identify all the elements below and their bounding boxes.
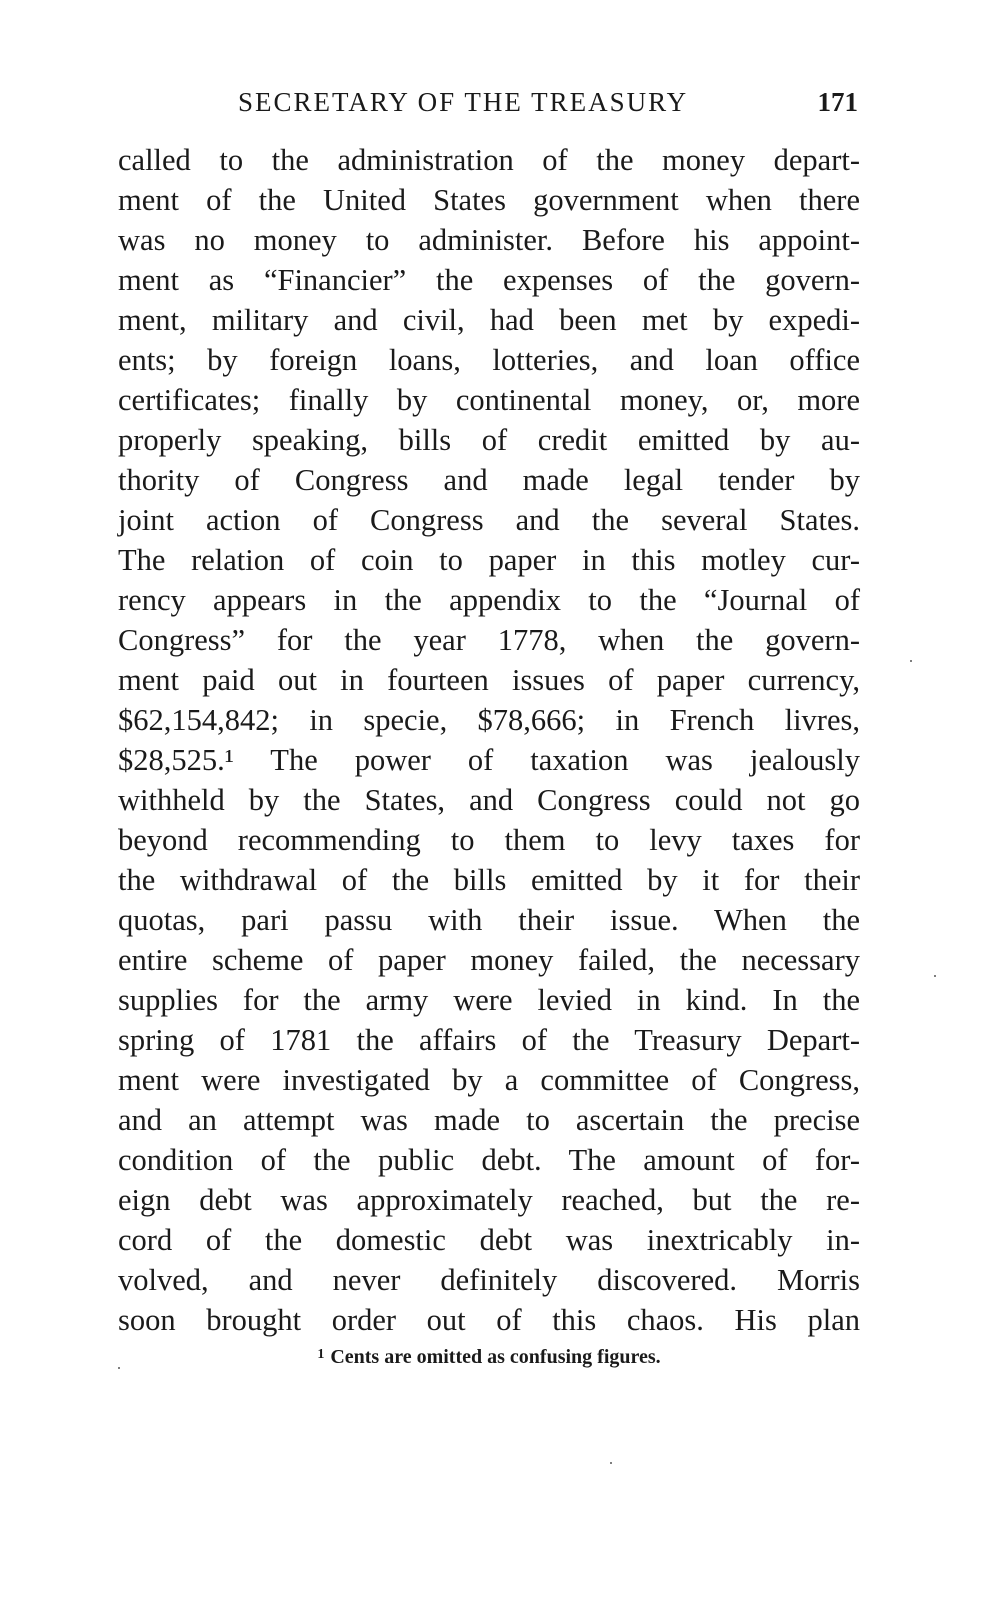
text-line: The relation of coin to paper in this motley cur- <box>118 543 860 577</box>
text-line: volved, and never definitely discovered. Morris <box>118 1263 860 1297</box>
paper-speck <box>118 1367 120 1369</box>
page-number: 171 <box>817 87 858 117</box>
text-line: ment of the United States government when there <box>118 183 860 217</box>
text-line: ment paid out in fourteen issues of paper currency, <box>118 663 860 697</box>
text-line: eign debt was approximately reached, but the re- <box>118 1183 860 1217</box>
paper-speck <box>910 660 912 662</box>
text-line: certificates; finally by continental money, or, more <box>118 383 860 417</box>
footnote <box>118 1340 860 1372</box>
running-title: SECRETARY OF THE TREASURY <box>238 87 689 117</box>
text-line: supplies for the army were levied in kind. In the <box>118 983 860 1017</box>
text-line: the withdrawal of the bills emitted by it for their <box>118 863 860 897</box>
footnote-text: Cents are omitted as confusing figures. <box>330 1346 661 1368</box>
text-line: Congress” for the year 1778, when the govern- <box>118 623 860 657</box>
text-line: $28,525.¹ The power of taxation was jealously <box>118 743 860 777</box>
text-line: thority of Congress and made legal tender by <box>118 463 860 497</box>
body-text <box>118 140 860 1340</box>
text-line: properly speaking, bills of credit emitted by au- <box>118 423 860 457</box>
text-line: and an attempt was made to ascertain the precise <box>118 1103 860 1137</box>
text-line: was no money to administer. Before his appoint- <box>118 223 860 257</box>
paper-speck <box>610 1462 612 1464</box>
text-line: entire scheme of paper money failed, the necessary <box>118 943 860 977</box>
paper-speck <box>934 975 936 977</box>
text-line: condition of the public debt. The amount of for- <box>118 1143 860 1177</box>
text-line: quotas, pari passu with their issue. When the <box>118 903 860 937</box>
text-line: ment, military and civil, had been met by expedi- <box>118 303 860 337</box>
running-head <box>118 82 858 122</box>
text-line: withheld by the States, and Congress could not go <box>118 783 860 817</box>
text-line: joint action of Congress and the several States. <box>118 503 860 537</box>
text-line: cord of the domestic debt was inextricably in- <box>118 1223 860 1257</box>
text-line: spring of 1781 the affairs of the Treasury Depart- <box>118 1023 860 1057</box>
text-line: beyond recommending to them to levy taxes for <box>118 823 860 857</box>
text-line: ents; by foreign loans, lotteries, and loan office <box>118 343 860 377</box>
text-line: rency appears in the appendix to the “Journal of <box>118 583 860 617</box>
text-line: called to the administration of the money depart- <box>118 143 860 177</box>
text-line: soon brought order out of this chaos. His plan <box>118 1303 860 1337</box>
footnote-marker: 1 <box>317 1347 325 1362</box>
text-line: ment as “Financier” the expenses of the govern- <box>118 263 860 297</box>
text-line: $62,154,842; in specie, $78,666; in French livres, <box>118 703 860 737</box>
text-line: ment were investigated by a committee of Congress, <box>118 1063 860 1097</box>
